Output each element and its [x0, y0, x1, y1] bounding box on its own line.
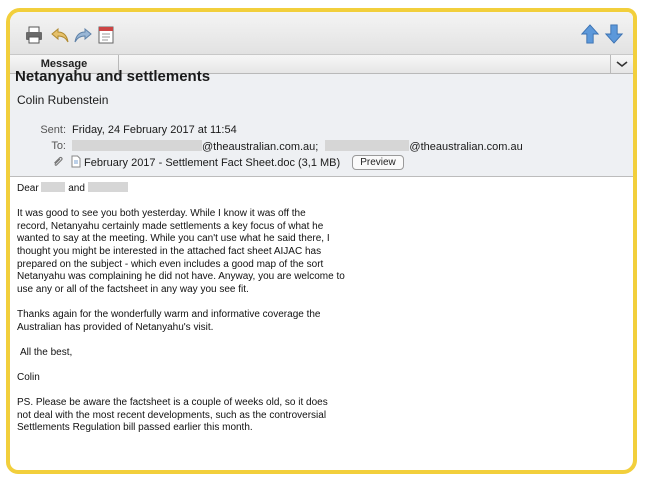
attachment-name[interactable]: February 2017 - Settlement Fact Sheet.doc (3,1 MB)	[84, 157, 341, 169]
postscript-line: Settlements Regulation bill passed earlier this month.	[17, 422, 253, 434]
paragraph-1-line: thought you might be interested in the attached fact sheet AIJAC has	[17, 245, 322, 257]
postscript-line: not deal with the most recent developments, such as the controversial	[17, 409, 327, 421]
toolbar	[10, 12, 633, 55]
postscript-line: PS. Please be aware the factsheet is a couple of weeks old, so it does	[17, 397, 328, 409]
redacted-recipient-2	[325, 140, 409, 151]
to-recipients[interactable]	[72, 140, 523, 153]
recipient-2-domain: @theaustralian.com.au	[409, 141, 523, 153]
paragraph-1-line: record, Netanyahu certainly made settlements a key focus of what he	[17, 220, 324, 232]
redacted-name-2	[88, 182, 128, 192]
paragraph-2-line: Australian has provided of Netanyahu's visit.	[17, 321, 214, 333]
next-message-arrow-icon[interactable]	[604, 24, 624, 44]
signature: Colin	[17, 371, 40, 383]
preview-button[interactable]: Preview	[352, 155, 404, 170]
paragraph-2-line: Thanks again for the wonderfully warm and informative coverage the	[17, 308, 321, 320]
recipient-1-domain: @theaustralian.com.au;	[202, 141, 319, 153]
document-icon	[71, 155, 81, 168]
paragraph-1-line: Netanyahu was complaining he did not have. Anyway, you are welcome to	[17, 271, 345, 283]
paragraph-1-line: wanted to say at the meeting. While you can't use what he said there, I	[17, 233, 330, 245]
print-icon[interactable]	[24, 25, 44, 45]
greeting-and: and	[68, 183, 85, 194]
message-sender: Colin Rubenstein	[17, 93, 109, 107]
paragraph-1-line: prepared on the subject - which even includes a good map of the sort	[17, 258, 324, 270]
paragraph-1-line: use any or all of the factsheet in any way you see fit.	[17, 283, 249, 295]
message-body	[17, 182, 607, 435]
forward-icon[interactable]	[73, 25, 93, 45]
signoff: All the best,	[20, 346, 73, 358]
chevron-down-button[interactable]	[610, 55, 633, 73]
redacted-name-1	[41, 182, 65, 192]
paragraph-1-line: It was good to see you both yesterday. While I know it was off the	[17, 208, 306, 220]
redacted-recipient-1	[72, 140, 202, 151]
sent-label: Sent:	[40, 124, 66, 136]
previous-message-arrow-icon[interactable]	[580, 24, 600, 44]
chevron-down-icon	[611, 55, 633, 73]
paperclip-icon	[52, 156, 64, 168]
greeting	[17, 182, 607, 196]
to-label: To:	[51, 140, 66, 152]
tab-message[interactable]: Message	[10, 55, 119, 73]
reply-icon[interactable]	[50, 25, 70, 45]
message-subject: Netanyahu and settlements	[15, 68, 211, 85]
calendar-icon[interactable]	[96, 25, 116, 45]
greeting-dear: Dear	[17, 183, 39, 194]
sent-value: Friday, 24 February 2017 at 11:54	[72, 124, 237, 136]
